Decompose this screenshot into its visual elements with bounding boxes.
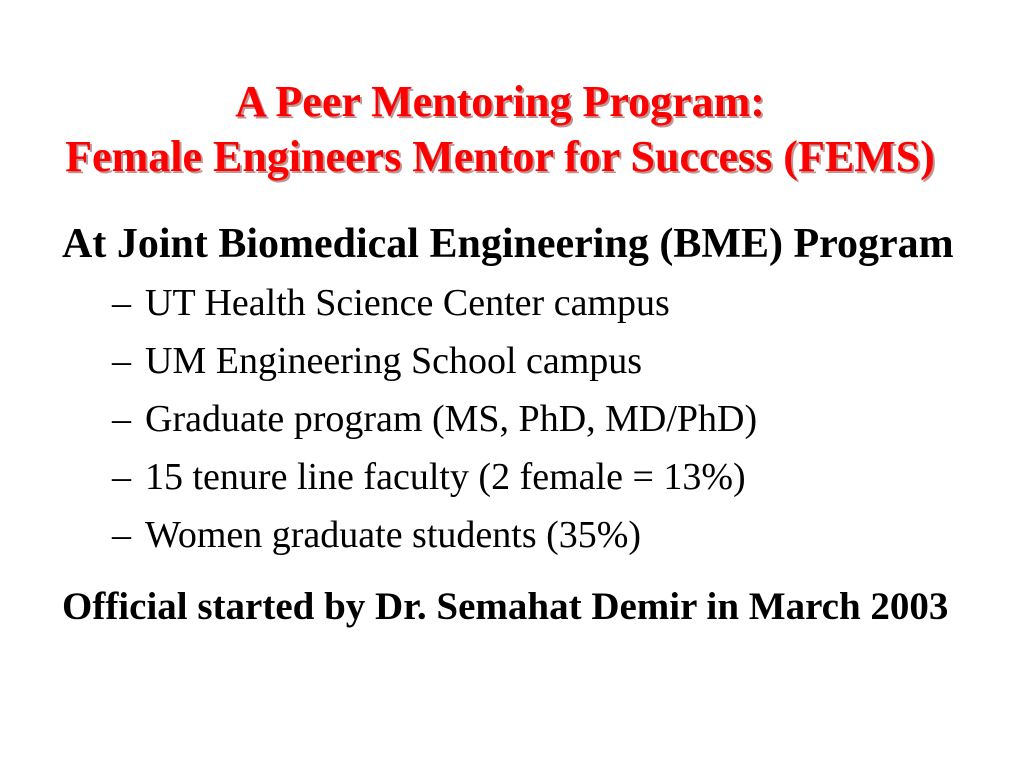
bullet-text: UM Engineering School campus xyxy=(145,340,643,382)
dash-bullet-marker: – xyxy=(112,340,131,382)
slide-title-line-2: Female Engineers Mentor for Success (FEMS) xyxy=(65,132,935,181)
slide-title-line-1: A Peer Mentoring Program: xyxy=(235,77,765,126)
founding-statement: Official started by Dr. Semahat Demir in March 2003 xyxy=(62,585,949,628)
bullet-text: Women graduate students (35%) xyxy=(145,514,642,556)
bullet-item xyxy=(112,516,641,554)
program-heading: At Joint Biomedical Engineering (BME) Program xyxy=(62,221,954,267)
dash-bullet-marker: – xyxy=(112,456,131,498)
bullet-item xyxy=(112,284,670,322)
bullet-text: UT Health Science Center campus xyxy=(145,282,670,324)
bullet-item xyxy=(112,400,757,438)
bullet-item xyxy=(112,458,746,496)
dash-bullet-marker: – xyxy=(112,514,131,556)
bullet-item xyxy=(112,342,642,380)
dash-bullet-marker: – xyxy=(112,282,131,324)
dash-bullet-marker: – xyxy=(112,398,131,440)
bullet-text: Graduate program (MS, PhD, MD/PhD) xyxy=(145,398,758,440)
bullet-text: 15 tenure line faculty (2 female = 13%) xyxy=(145,456,746,498)
